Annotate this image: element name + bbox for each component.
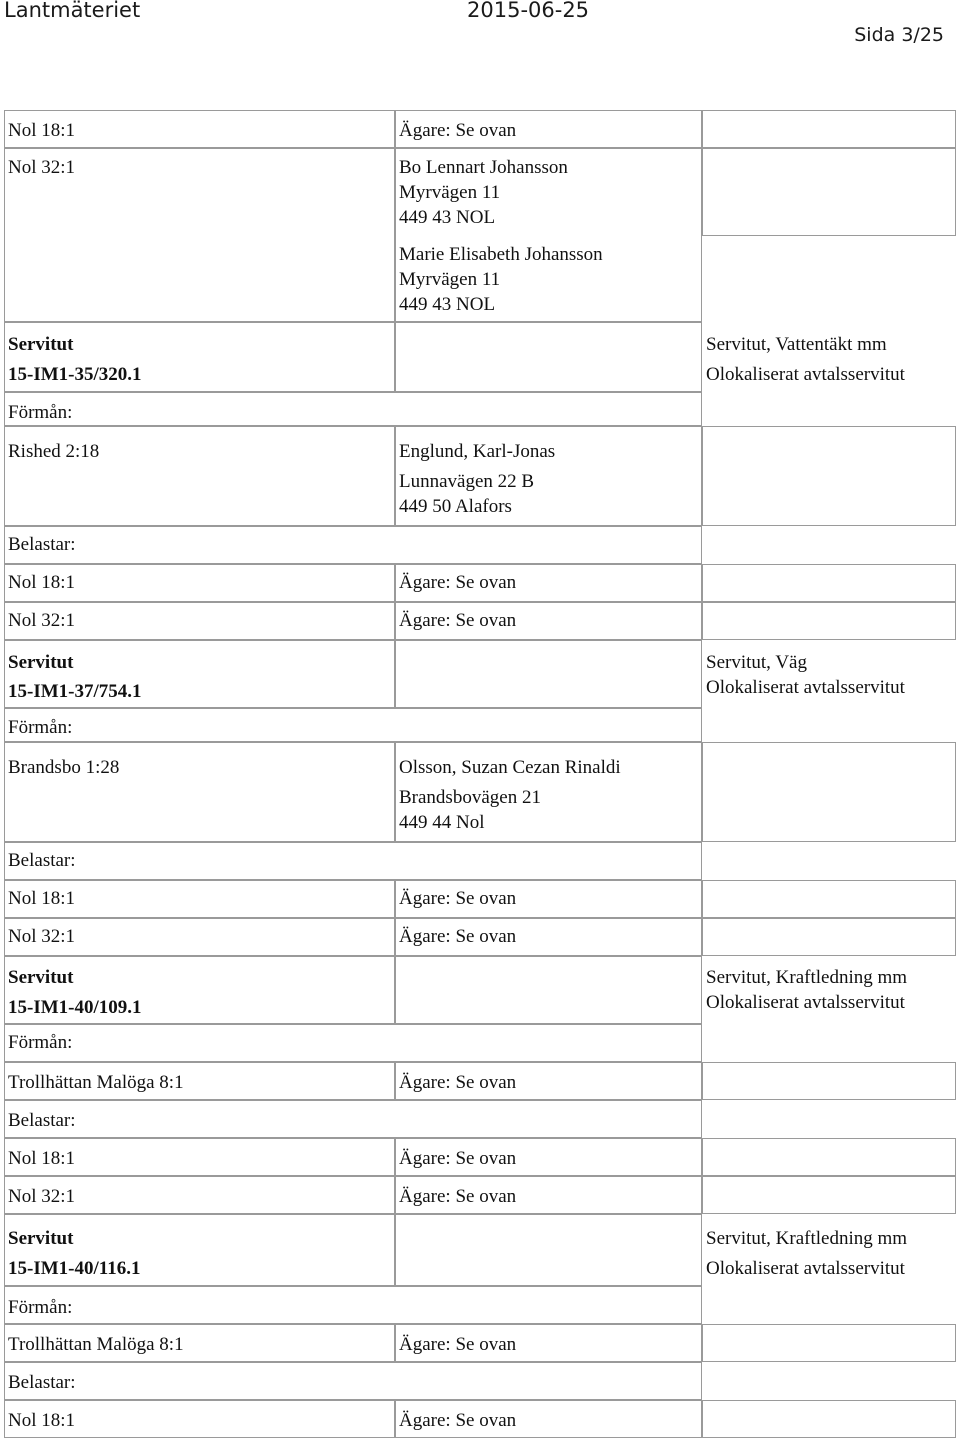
property-name: Nol 18:1 (8, 1148, 76, 1169)
servitut-id: 15-IM1-37/754.1 (8, 681, 142, 702)
owner-text: Ägare: Se ovan (399, 1334, 517, 1355)
property-name: Trollhättan Malöga 8:1 (8, 1334, 184, 1355)
table-cell (702, 880, 956, 918)
property-name: Nol 18:1 (8, 572, 76, 593)
servitut-heading: Servitut (8, 652, 74, 673)
table-cell (702, 1062, 956, 1100)
page-header (0, 0, 960, 56)
forman-label: Förmån: (8, 402, 73, 423)
owner-name: Marie Elisabeth Johansson (399, 244, 603, 265)
servitut-heading: Servitut (8, 1228, 74, 1249)
owner-postal: 449 43 NOL (399, 294, 496, 315)
page-number: Sida 3/25 (854, 24, 944, 46)
property-name: Nol 18:1 (8, 1410, 76, 1431)
table-cell (4, 392, 702, 426)
owner-address: Myrvägen 11 (399, 269, 501, 290)
table-cell (702, 564, 956, 602)
owner-text: Ägare: Se ovan (399, 1072, 517, 1093)
table-cell (395, 1214, 702, 1286)
table-cell (4, 1362, 702, 1400)
property-name: Rished 2:18 (8, 441, 100, 462)
owner-text: Ägare: Se ovan (399, 610, 517, 631)
table-cell (395, 322, 702, 392)
forman-label: Förmån: (8, 717, 73, 738)
owner-name: Olsson, Suzan Cezan Rinaldi (399, 757, 621, 778)
owner-text: Ägare: Se ovan (399, 926, 517, 947)
owner-name: Englund, Karl-Jonas (399, 441, 556, 462)
brand-name: Lantmäteriet (4, 0, 141, 22)
belastar-label: Belastar: (8, 1372, 76, 1393)
table-cell (702, 742, 956, 842)
forman-label: Förmån: (8, 1297, 73, 1318)
owner-postal: 449 43 NOL (399, 207, 496, 228)
owner-address: Lunnavägen 22 B (399, 471, 535, 492)
servitut-id: 15-IM1-40/109.1 (8, 997, 142, 1018)
servitut-type: Servitut, Kraftledning mm (706, 967, 908, 988)
owner-postal: 449 50 Alafors (399, 496, 512, 517)
document-date: 2015-06-25 (467, 0, 590, 22)
belastar-label: Belastar: (8, 534, 76, 555)
servitut-heading: Servitut (8, 334, 74, 355)
property-name: Nol 32:1 (8, 1186, 76, 1207)
property-name: Nol 32:1 (8, 610, 76, 631)
owner-text: Ägare: Se ovan (399, 1186, 517, 1207)
servitut-heading: Servitut (8, 967, 74, 988)
owner-name: Bo Lennart Johansson (399, 157, 568, 178)
servitut-type: Servitut, Kraftledning mm (706, 1228, 908, 1249)
table-cell (4, 526, 702, 564)
table-cell (395, 956, 702, 1024)
table-cell (702, 426, 956, 526)
servitut-kind: Olokaliserat avtalsservitut (706, 364, 905, 385)
servitut-type: Servitut, Vattentäkt mm (706, 334, 887, 355)
forman-label: Förmån: (8, 1032, 73, 1053)
table-cell (4, 708, 702, 742)
table-cell (702, 110, 956, 148)
table-cell (702, 1400, 956, 1438)
servitut-type: Servitut, Väg (706, 652, 807, 673)
servitut-id: 15-IM1-40/116.1 (8, 1258, 141, 1279)
table-cell (702, 1176, 956, 1214)
property-name: Trollhättan Malöga 8:1 (8, 1072, 184, 1093)
table-cell (4, 1100, 702, 1138)
owner-text: Ägare: Se ovan (399, 120, 517, 141)
servitut-id: 15-IM1-35/320.1 (8, 364, 142, 385)
owner-text: Ägare: Se ovan (399, 888, 517, 909)
table-cell (702, 602, 956, 640)
register-table (4, 110, 956, 1440)
property-name: Nol 18:1 (8, 888, 76, 909)
table-cell (4, 1024, 702, 1062)
table-cell (702, 918, 956, 956)
servitut-kind: Olokaliserat avtalsservitut (706, 992, 905, 1013)
table-cell (702, 1138, 956, 1176)
owner-postal: 449 44 Nol (399, 812, 485, 833)
property-name: Brandsbo 1:28 (8, 757, 120, 778)
owner-text: Ägare: Se ovan (399, 572, 517, 593)
property-name: Nol 32:1 (8, 157, 76, 178)
servitut-kind: Olokaliserat avtalsservitut (706, 677, 905, 698)
owner-text: Ägare: Se ovan (399, 1410, 517, 1431)
owner-address: Brandsbovägen 21 (399, 787, 541, 808)
owner-text: Ägare: Se ovan (399, 1148, 517, 1169)
property-name: Nol 18:1 (8, 120, 76, 141)
belastar-label: Belastar: (8, 1110, 76, 1131)
table-cell (395, 640, 702, 708)
table-cell (4, 1286, 702, 1324)
table-cell (4, 842, 702, 880)
table-cell (702, 1324, 956, 1362)
property-name: Nol 32:1 (8, 926, 76, 947)
belastar-label: Belastar: (8, 850, 76, 871)
owner-address: Myrvägen 11 (399, 182, 501, 203)
table-cell (702, 148, 956, 236)
servitut-kind: Olokaliserat avtalsservitut (706, 1258, 905, 1279)
